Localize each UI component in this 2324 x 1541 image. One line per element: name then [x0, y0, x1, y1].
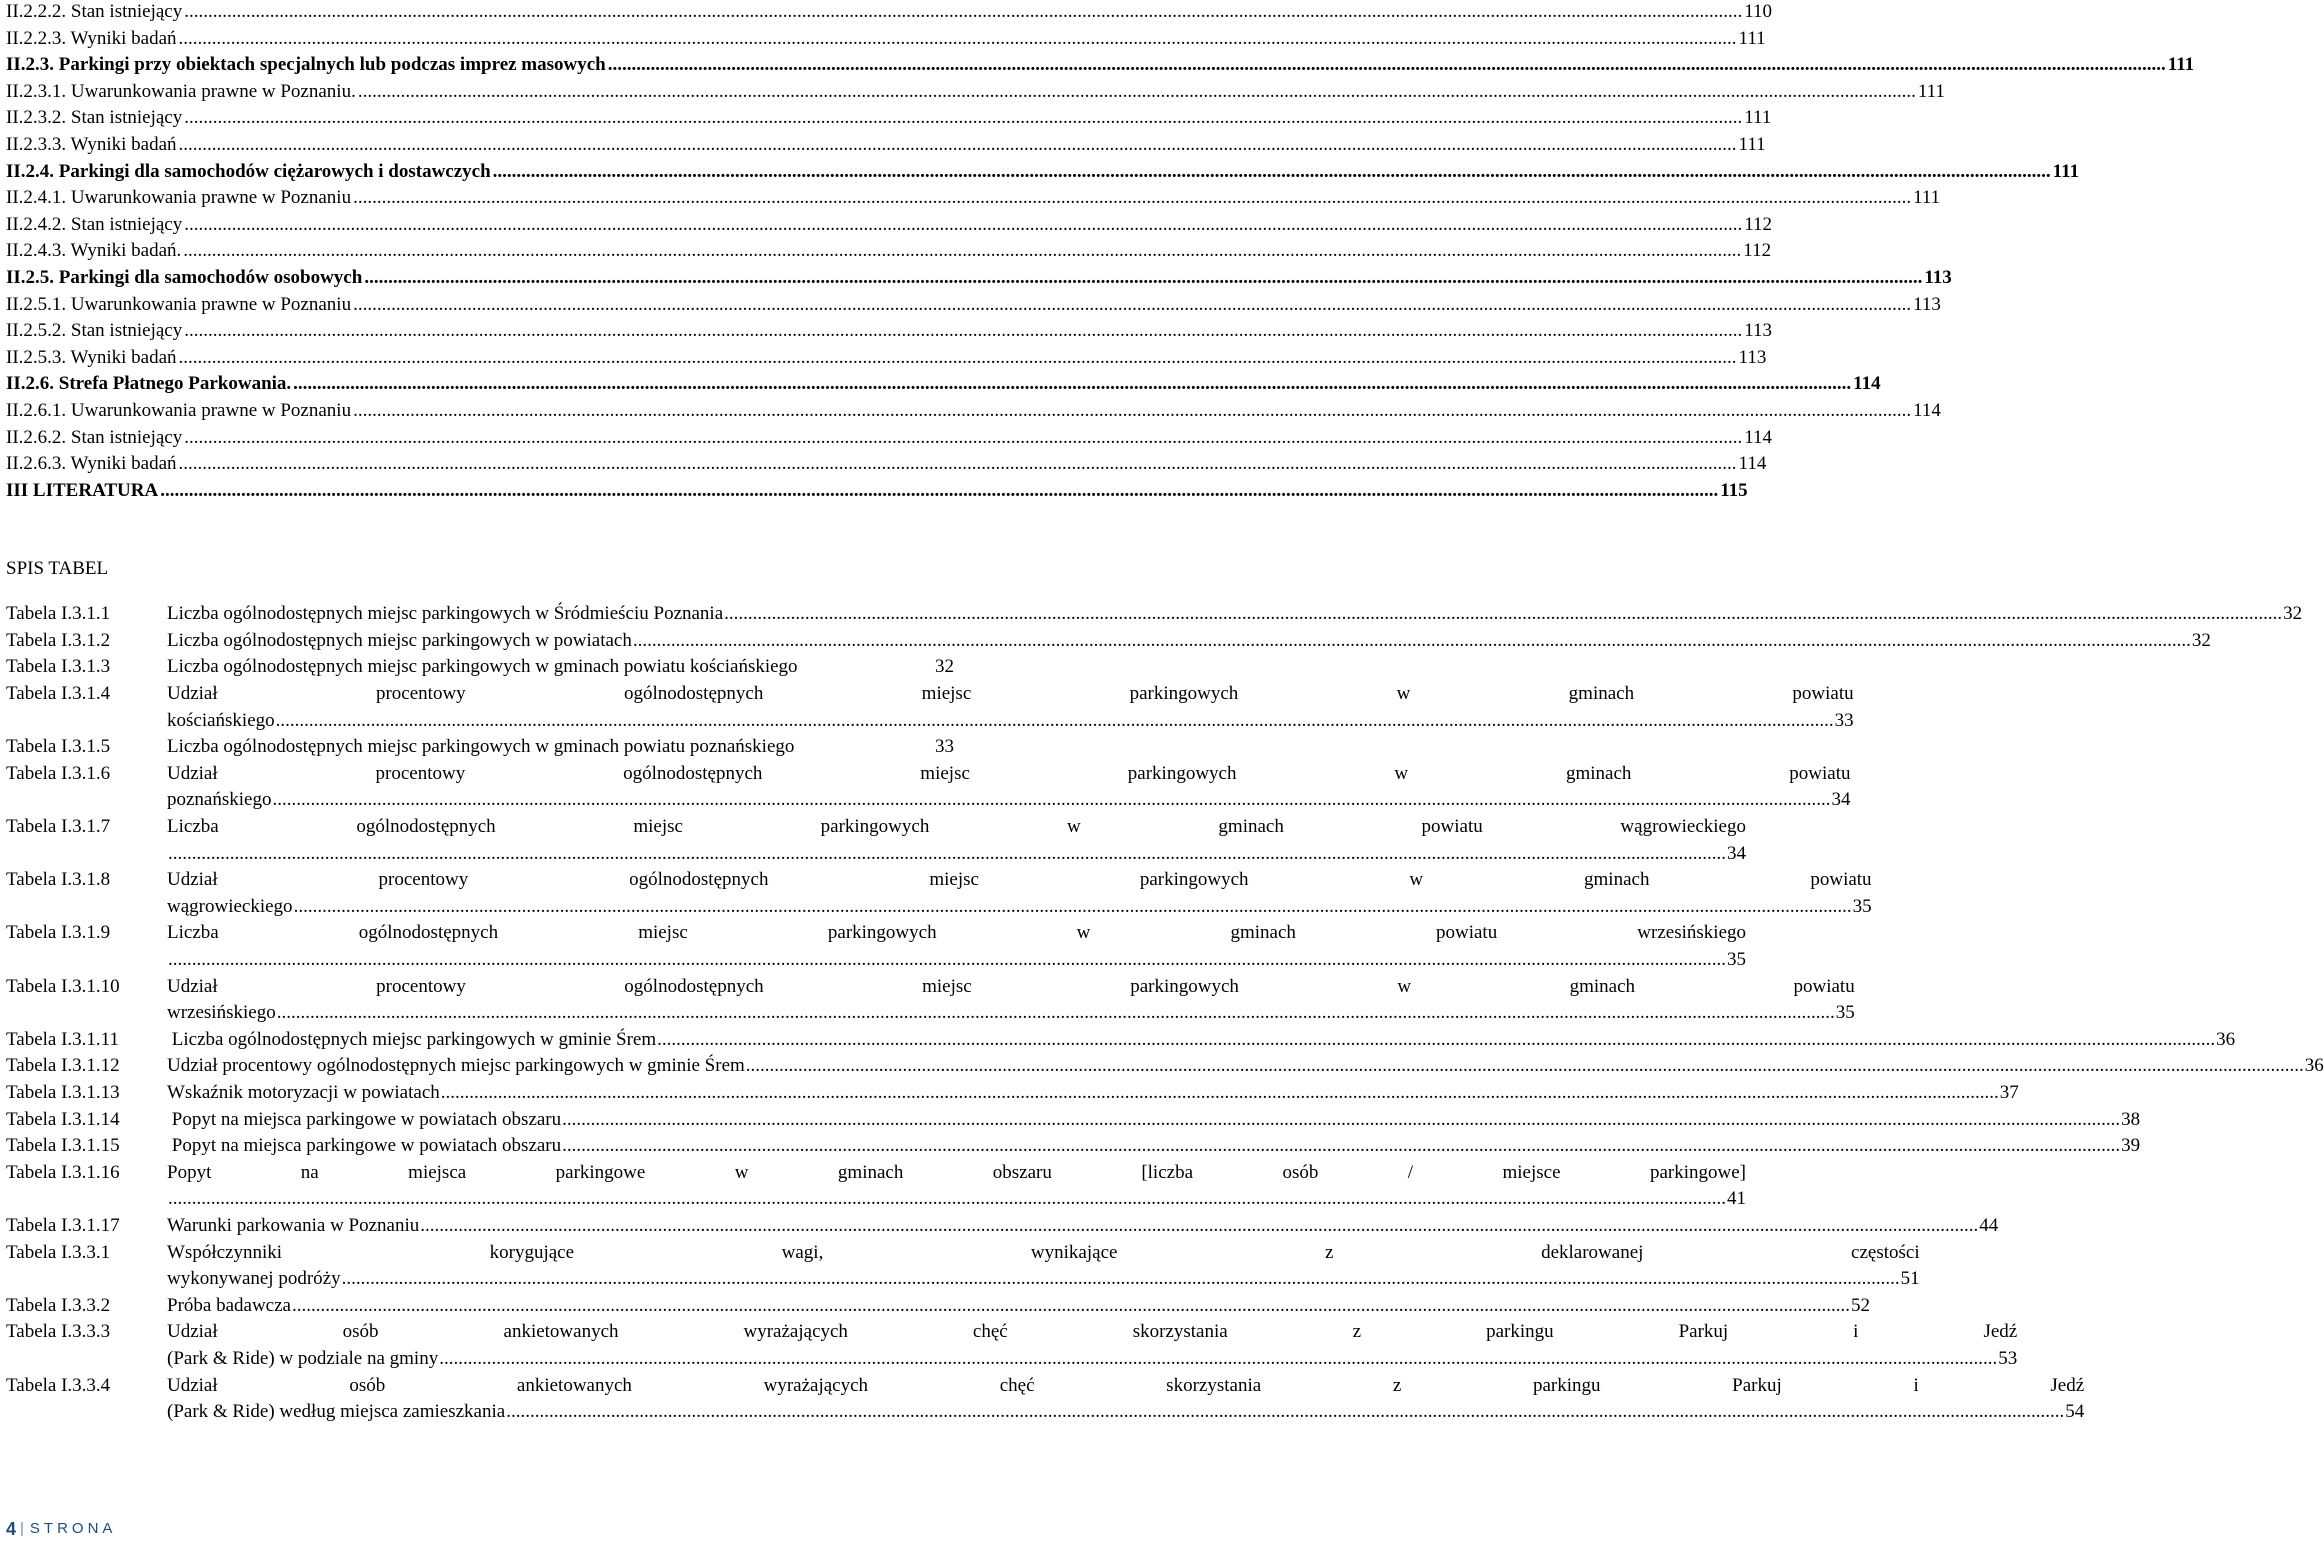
- table-list-entry[interactable]: [6, 1240, 1920, 1293]
- toc-entry-page: 110: [1744, 1, 1773, 22]
- table-caption-line: [167, 628, 2211, 655]
- table-page-number: 44: [1979, 1214, 1999, 1236]
- table-page-number: 35: [1835, 1002, 1855, 1024]
- table-list-entry[interactable]: [6, 628, 2211, 655]
- table-list-entry[interactable]: [6, 920, 1746, 973]
- toc-entry[interactable]: [6, 265, 1952, 292]
- dot-leader: [562, 1133, 2120, 1160]
- toc-entry[interactable]: [6, 345, 1767, 372]
- table-list-entry[interactable]: [6, 681, 1854, 734]
- toc-entry-title: II.2.4.1. Uwarunkowania prawne w Poznaniu: [6, 187, 352, 209]
- table-caption: [167, 1240, 1920, 1293]
- table-page-number: 52: [1850, 1294, 1870, 1316]
- dot-leader: [353, 185, 1911, 212]
- footer-separator: |: [20, 1520, 24, 1537]
- table-caption-text: Udział procentowy ogólnodostępnych miejsc parkingowych w gminie Śrem: [167, 1055, 745, 1077]
- table-caption: [167, 1080, 2019, 1107]
- toc-entry-page: 113: [1913, 293, 1941, 315]
- dot-leader: [276, 708, 1834, 735]
- toc-entry[interactable]: [6, 132, 1766, 159]
- dot-leader: [364, 265, 1922, 292]
- table-caption-line: Udział procentowy ogólnodostępnych miejsc parkingowych w gminach powiatu: [167, 762, 1851, 784]
- table-page-number: 32: [2191, 629, 2211, 651]
- table-caption-line: [167, 841, 1746, 868]
- dot-leader: [608, 52, 2166, 79]
- dot-leader: [168, 947, 1726, 974]
- table-label: Tabela I.3.3.2: [6, 1294, 111, 1316]
- toc-entry-title: II.2.6.2. Stan istniejący: [6, 426, 183, 448]
- toc-entry-page: 113: [1738, 346, 1767, 368]
- toc-entry[interactable]: [6, 159, 2080, 186]
- dot-leader: [506, 1399, 2064, 1426]
- toc-entry-title: II.2.3.3. Wyniki badań: [6, 133, 177, 155]
- toc-entry-title: II.2.5. Parkingi dla samochodów osobowych: [6, 266, 363, 288]
- table-caption-text: Liczba ogólnodostępnych miejsc parkingowych w gminach powiatu poznańskiego: [167, 736, 795, 758]
- table-list-entry[interactable]: [6, 601, 2303, 628]
- table-page-number: 54: [2065, 1401, 2085, 1423]
- toc-entry-page: 111: [1744, 107, 1772, 129]
- table-label: Tabela I.3.1.16: [6, 1161, 120, 1183]
- table-caption-line: Współczynniki korygujące wagi, wynikające z deklarowanej częstości: [167, 1241, 1920, 1263]
- table-caption-line: [167, 1266, 1920, 1293]
- toc-entry-title: II.2.6. Strefa Płatnego Parkowania.: [6, 373, 292, 395]
- toc-entry-title: II.2.5.1. Uwarunkowania prawne w Poznaniu: [6, 293, 352, 315]
- toc-entry[interactable]: [6, 478, 1748, 505]
- table-caption-line: [167, 1000, 1855, 1027]
- table-caption-text: wykonywanej podróży: [167, 1268, 341, 1290]
- toc-entry-page: 114: [1913, 399, 1941, 421]
- table-list-entry[interactable]: [6, 761, 1851, 814]
- document-page: [6, 0, 2324, 1426]
- table-caption-text: wrzesińskiego: [167, 1002, 276, 1024]
- dot-leader: [420, 1213, 1978, 1240]
- table-caption-line: [167, 1053, 2324, 1080]
- dot-leader: [724, 601, 2282, 628]
- dot-leader: [342, 1266, 1900, 1293]
- table-caption-text: Liczba ogólnodostępnych miejsc parkingowych w gminach powiatu kościańskiego: [167, 656, 798, 678]
- table-caption: [167, 628, 2211, 655]
- table-caption-text: Popyt na miejsca parkingowe w powiatach obszaru: [167, 1108, 562, 1130]
- table-label: Tabela I.3.1.8: [6, 869, 111, 891]
- table-caption-text: Liczba ogólnodostępnych miejsc parkingowych w gminie Śrem: [167, 1028, 657, 1050]
- toc-entry[interactable]: [6, 318, 1773, 345]
- toc-entry-page: 111: [2167, 54, 2195, 76]
- table-list-entry[interactable]: [6, 1027, 2236, 1054]
- page-number: 4: [6, 1519, 17, 1539]
- table-caption-line: [167, 947, 1746, 974]
- table-page-number: 51: [1900, 1268, 1920, 1290]
- toc-entry[interactable]: [6, 238, 1772, 265]
- dot-leader: [168, 841, 1726, 868]
- table-caption: [167, 1053, 2324, 1080]
- table-caption-line: [167, 1293, 1870, 1320]
- table-caption-line: Udział procentowy ogólnodostępnych miejsc parkingowych w gminach powiatu: [167, 869, 1872, 891]
- toc-entry-title: II.2.5.2. Stan istniejący: [6, 320, 183, 342]
- table-label: Tabela I.3.1.15: [6, 1135, 120, 1157]
- table-caption: [167, 1319, 2017, 1372]
- table-page-number: 35: [1852, 895, 1872, 917]
- toc-entry[interactable]: [6, 105, 1772, 132]
- list-of-tables: [6, 601, 2324, 1425]
- table-label: Tabela I.3.1.14: [6, 1108, 120, 1130]
- table-list-entry[interactable]: [6, 734, 954, 761]
- table-caption: [167, 1160, 1746, 1213]
- table-list-entry[interactable]: [6, 1053, 2324, 1080]
- dot-leader: [293, 371, 1851, 398]
- toc-entry-page: 111: [1917, 80, 1945, 102]
- table-label: Tabela I.3.1.5: [6, 736, 111, 758]
- dot-leader: [657, 1027, 2215, 1054]
- table-caption: [167, 761, 1850, 814]
- table-caption-line: [167, 708, 1854, 735]
- dot-leader: [184, 0, 1742, 26]
- table-of-contents: [6, 0, 2195, 504]
- toc-entry-title: II.2.3.2. Stan istniejący: [6, 107, 183, 129]
- table-caption-text: Popyt na miejsca parkingowe w powiatach obszaru: [167, 1135, 562, 1157]
- table-caption-line: Udział osób ankietowanych wyrażających chęć skorzystania z parkingu Parkuj i Jedź: [167, 1374, 2085, 1396]
- tables-list-heading: SPIS TABEL: [6, 558, 109, 580]
- table-page-number: 32: [2283, 603, 2303, 625]
- table-caption-line: [167, 1107, 2140, 1134]
- toc-entry[interactable]: [6, 371, 1881, 398]
- table-label: Tabela I.3.1.7: [6, 816, 111, 838]
- toc-entry[interactable]: [6, 52, 2195, 79]
- toc-entry[interactable]: [6, 212, 1773, 239]
- table-caption-text: wągrowieckiego: [167, 895, 293, 917]
- toc-entry-title: II.2.3. Parkingi przy obiektach specjalnych lub podczas imprez masowych: [6, 54, 606, 76]
- table-page-number: 36: [2216, 1028, 2236, 1050]
- table-label: Tabela I.3.1.11: [6, 1028, 119, 1050]
- dot-leader: [184, 105, 1742, 132]
- dot-leader: [183, 238, 1741, 265]
- table-page-number: 36: [2304, 1055, 2324, 1077]
- table-caption-line: Liczba ogólnodostępnych miejsc parkingowych w gminach powiatu wągrowieckiego: [167, 816, 1746, 838]
- toc-entry-title: II.2.2.2. Stan istniejący: [6, 1, 183, 22]
- table-caption-line: Liczba ogólnodostępnych miejsc parkingowych w gminach powiatu wrzesińskiego: [167, 922, 1746, 944]
- dot-leader: [292, 1293, 1850, 1320]
- toc-entry[interactable]: [6, 185, 1941, 212]
- toc-entry[interactable]: [6, 26, 1766, 53]
- table-caption-line: Udział procentowy ogólnodostępnych miejsc parkingowych w gminach powiatu: [167, 975, 1855, 997]
- page-footer: [6, 1517, 116, 1541]
- table-caption: [167, 1133, 2140, 1160]
- table-caption-text: Liczba ogólnodostępnych miejsc parkingowych w Śródmieściu Poznania: [167, 603, 724, 625]
- table-list-entry[interactable]: [6, 1213, 1999, 1240]
- table-list-entry[interactable]: [6, 814, 1746, 867]
- table-caption: [167, 1027, 2235, 1054]
- table-list-entry[interactable]: [6, 1133, 2141, 1160]
- dot-leader: [294, 894, 1852, 921]
- dot-leader: [179, 345, 1737, 372]
- toc-entry-title: II.2.5.3. Wyniki badań: [6, 346, 177, 368]
- table-caption-line: [167, 1213, 1998, 1240]
- table-caption-line: [167, 1346, 2017, 1373]
- table-caption-line: [167, 601, 2302, 628]
- toc-entry-title: II.2.6.3. Wyniki badań: [6, 453, 177, 475]
- toc-entry-title: II.2.4.2. Stan istniejący: [6, 213, 183, 235]
- table-page-number: 34: [1727, 842, 1746, 864]
- toc-entry-title: II.2.4. Parkingi dla samochodów ciężarowych i dostawczych: [6, 160, 491, 182]
- dot-leader: [179, 26, 1737, 53]
- table-page-number: 38: [2121, 1108, 2141, 1130]
- table-caption-text: (Park & Ride) według miejsca zamieszkania: [167, 1401, 506, 1423]
- table-list-entry[interactable]: [6, 974, 1855, 1027]
- table-caption-line: Udział osób ankietowanych wyrażających chęć skorzystania z parkingu Parkuj i Jedź: [167, 1321, 2018, 1343]
- toc-entry-title: II.2.3.1. Uwarunkowania prawne w Poznaniu.: [6, 80, 356, 102]
- table-label: Tabela I.3.1.12: [6, 1055, 120, 1077]
- table-caption-text: (Park & Ride) w podziale na gminy: [167, 1347, 439, 1369]
- table-page-number: 33: [935, 736, 954, 758]
- dot-leader: [184, 212, 1742, 239]
- table-label: Tabela I.3.3.3: [6, 1321, 111, 1343]
- table-caption: [167, 1107, 2140, 1134]
- dot-leader: [746, 1053, 2304, 1080]
- table-label: Tabela I.3.3.1: [6, 1241, 111, 1263]
- table-label: Tabela I.3.1.1: [6, 603, 111, 625]
- table-list-entry[interactable]: [6, 1293, 1870, 1320]
- dot-leader: [184, 425, 1742, 452]
- dot-leader: [353, 292, 1911, 319]
- toc-entry-page: 111: [2052, 160, 2080, 182]
- dot-leader: [160, 478, 1718, 505]
- dot-leader: [439, 1346, 1997, 1373]
- table-caption: [167, 867, 1872, 920]
- table-caption: [167, 814, 1746, 867]
- toc-entry-page: 112: [1744, 213, 1773, 235]
- table-caption-text: Wskaźnik motoryzacji w powiatach: [167, 1081, 440, 1103]
- toc-entry-page: 111: [1738, 133, 1766, 155]
- dot-leader: [168, 1186, 1726, 1213]
- table-label: Tabela I.3.3.4: [6, 1374, 111, 1396]
- toc-entry-page: 114: [1738, 453, 1767, 475]
- table-caption: [167, 654, 954, 681]
- table-caption: [167, 734, 954, 761]
- table-page-number: 34: [1831, 789, 1851, 811]
- table-label: Tabela I.3.1.3: [6, 656, 111, 678]
- table-page-number: 37: [1999, 1081, 2019, 1103]
- footer-page-word: STRONA: [29, 1520, 117, 1537]
- table-list-entry[interactable]: [6, 1080, 2019, 1107]
- toc-entry-page: 111: [1738, 27, 1766, 49]
- dot-leader: [353, 398, 1911, 425]
- table-list-entry[interactable]: [6, 867, 1872, 920]
- toc-entry[interactable]: [6, 79, 1945, 106]
- table-caption-text: kościańskiego: [167, 709, 275, 731]
- toc-entry[interactable]: [6, 0, 1773, 26]
- dot-leader: [441, 1080, 1999, 1107]
- table-label: Tabela I.3.1.4: [6, 683, 111, 705]
- table-label: Tabela I.3.1.6: [6, 762, 111, 784]
- table-caption-text: Liczba ogólnodostępnych miejsc parkingowych w powiatach: [167, 629, 632, 651]
- toc-entry-page: 112: [1743, 240, 1772, 262]
- table-label: Tabela I.3.1.17: [6, 1214, 120, 1236]
- toc-entry-page: 115: [1720, 479, 1748, 501]
- table-caption-line: [167, 1399, 2084, 1426]
- toc-entry-title: II.2.2.3. Wyniki badań: [6, 27, 177, 49]
- table-caption-line: Popyt na miejsca parkingowe w gminach obszaru [liczba osób / miejsce parkingowe]: [167, 1161, 1746, 1183]
- table-caption-line: [167, 1080, 2019, 1107]
- toc-entry[interactable]: [6, 451, 1767, 478]
- table-caption-line: Udział procentowy ogólnodostępnych miejsc parkingowych w gminach powiatu: [167, 683, 1854, 705]
- table-page-number: 35: [1727, 949, 1746, 970]
- toc-entry-page: 114: [1744, 426, 1773, 448]
- table-caption: [167, 601, 2302, 628]
- toc-entry-page: 113: [1744, 320, 1773, 342]
- table-page-number: 33: [1834, 709, 1854, 731]
- table-page-number: 41: [1727, 1188, 1746, 1210]
- table-caption: [167, 681, 1854, 734]
- table-caption-line: [167, 894, 1872, 921]
- table-list-entry[interactable]: [6, 1160, 1746, 1213]
- table-caption-text: Warunki parkowania w Poznaniu: [167, 1214, 420, 1236]
- toc-entry-title: II.2.4.3. Wyniki badań.: [6, 240, 182, 262]
- table-caption-line: [167, 654, 954, 681]
- table-label: Tabela I.3.1.2: [6, 629, 111, 651]
- dot-leader: [179, 451, 1737, 478]
- dot-leader: [493, 159, 2051, 186]
- table-caption: [167, 1213, 1998, 1240]
- table-caption-text: poznańskiego: [167, 789, 272, 811]
- table-caption-line: [167, 787, 1850, 814]
- table-caption-line: [167, 1027, 2235, 1054]
- table-caption-line: [167, 734, 954, 761]
- dot-leader: [184, 318, 1742, 345]
- dot-leader: [358, 79, 1916, 106]
- table-caption: [167, 974, 1855, 1027]
- table-label: Tabela I.3.1.13: [6, 1081, 120, 1103]
- table-page-number: 53: [1998, 1347, 2018, 1369]
- toc-entry-title: III LITERATURA: [6, 479, 159, 501]
- toc-entry-title: II.2.6.1. Uwarunkowania prawne w Poznaniu: [6, 399, 352, 421]
- toc-entry[interactable]: [6, 425, 1773, 452]
- toc-entry[interactable]: [6, 398, 1941, 425]
- dot-leader: [272, 787, 1830, 814]
- toc-entry-page: 113: [1924, 266, 1952, 288]
- table-list-entry[interactable]: [6, 1107, 2141, 1134]
- table-list-entry[interactable]: [6, 654, 954, 681]
- dot-leader: [562, 1107, 2120, 1134]
- table-caption-line: [167, 1186, 1746, 1213]
- table-page-number: 39: [2121, 1135, 2141, 1157]
- table-label: Tabela I.3.1.9: [6, 922, 111, 944]
- table-caption: [167, 1373, 2084, 1426]
- table-caption: [167, 920, 1746, 973]
- toc-entry-page: 114: [1853, 373, 1881, 395]
- table-list-entry[interactable]: [6, 1319, 2018, 1372]
- table-list-entry[interactable]: [6, 1373, 2085, 1426]
- table-label: Tabela I.3.1.10: [6, 975, 120, 997]
- table-caption-line: [167, 1133, 2140, 1160]
- dot-leader: [179, 132, 1737, 159]
- toc-entry[interactable]: [6, 292, 1941, 319]
- dot-leader: [277, 1000, 1835, 1027]
- table-caption: [167, 1293, 1870, 1320]
- dot-leader: [633, 628, 2191, 655]
- table-page-number: 32: [935, 656, 954, 678]
- toc-entry-page: 111: [1913, 187, 1941, 209]
- table-caption-text: Próba badawcza: [167, 1294, 291, 1316]
